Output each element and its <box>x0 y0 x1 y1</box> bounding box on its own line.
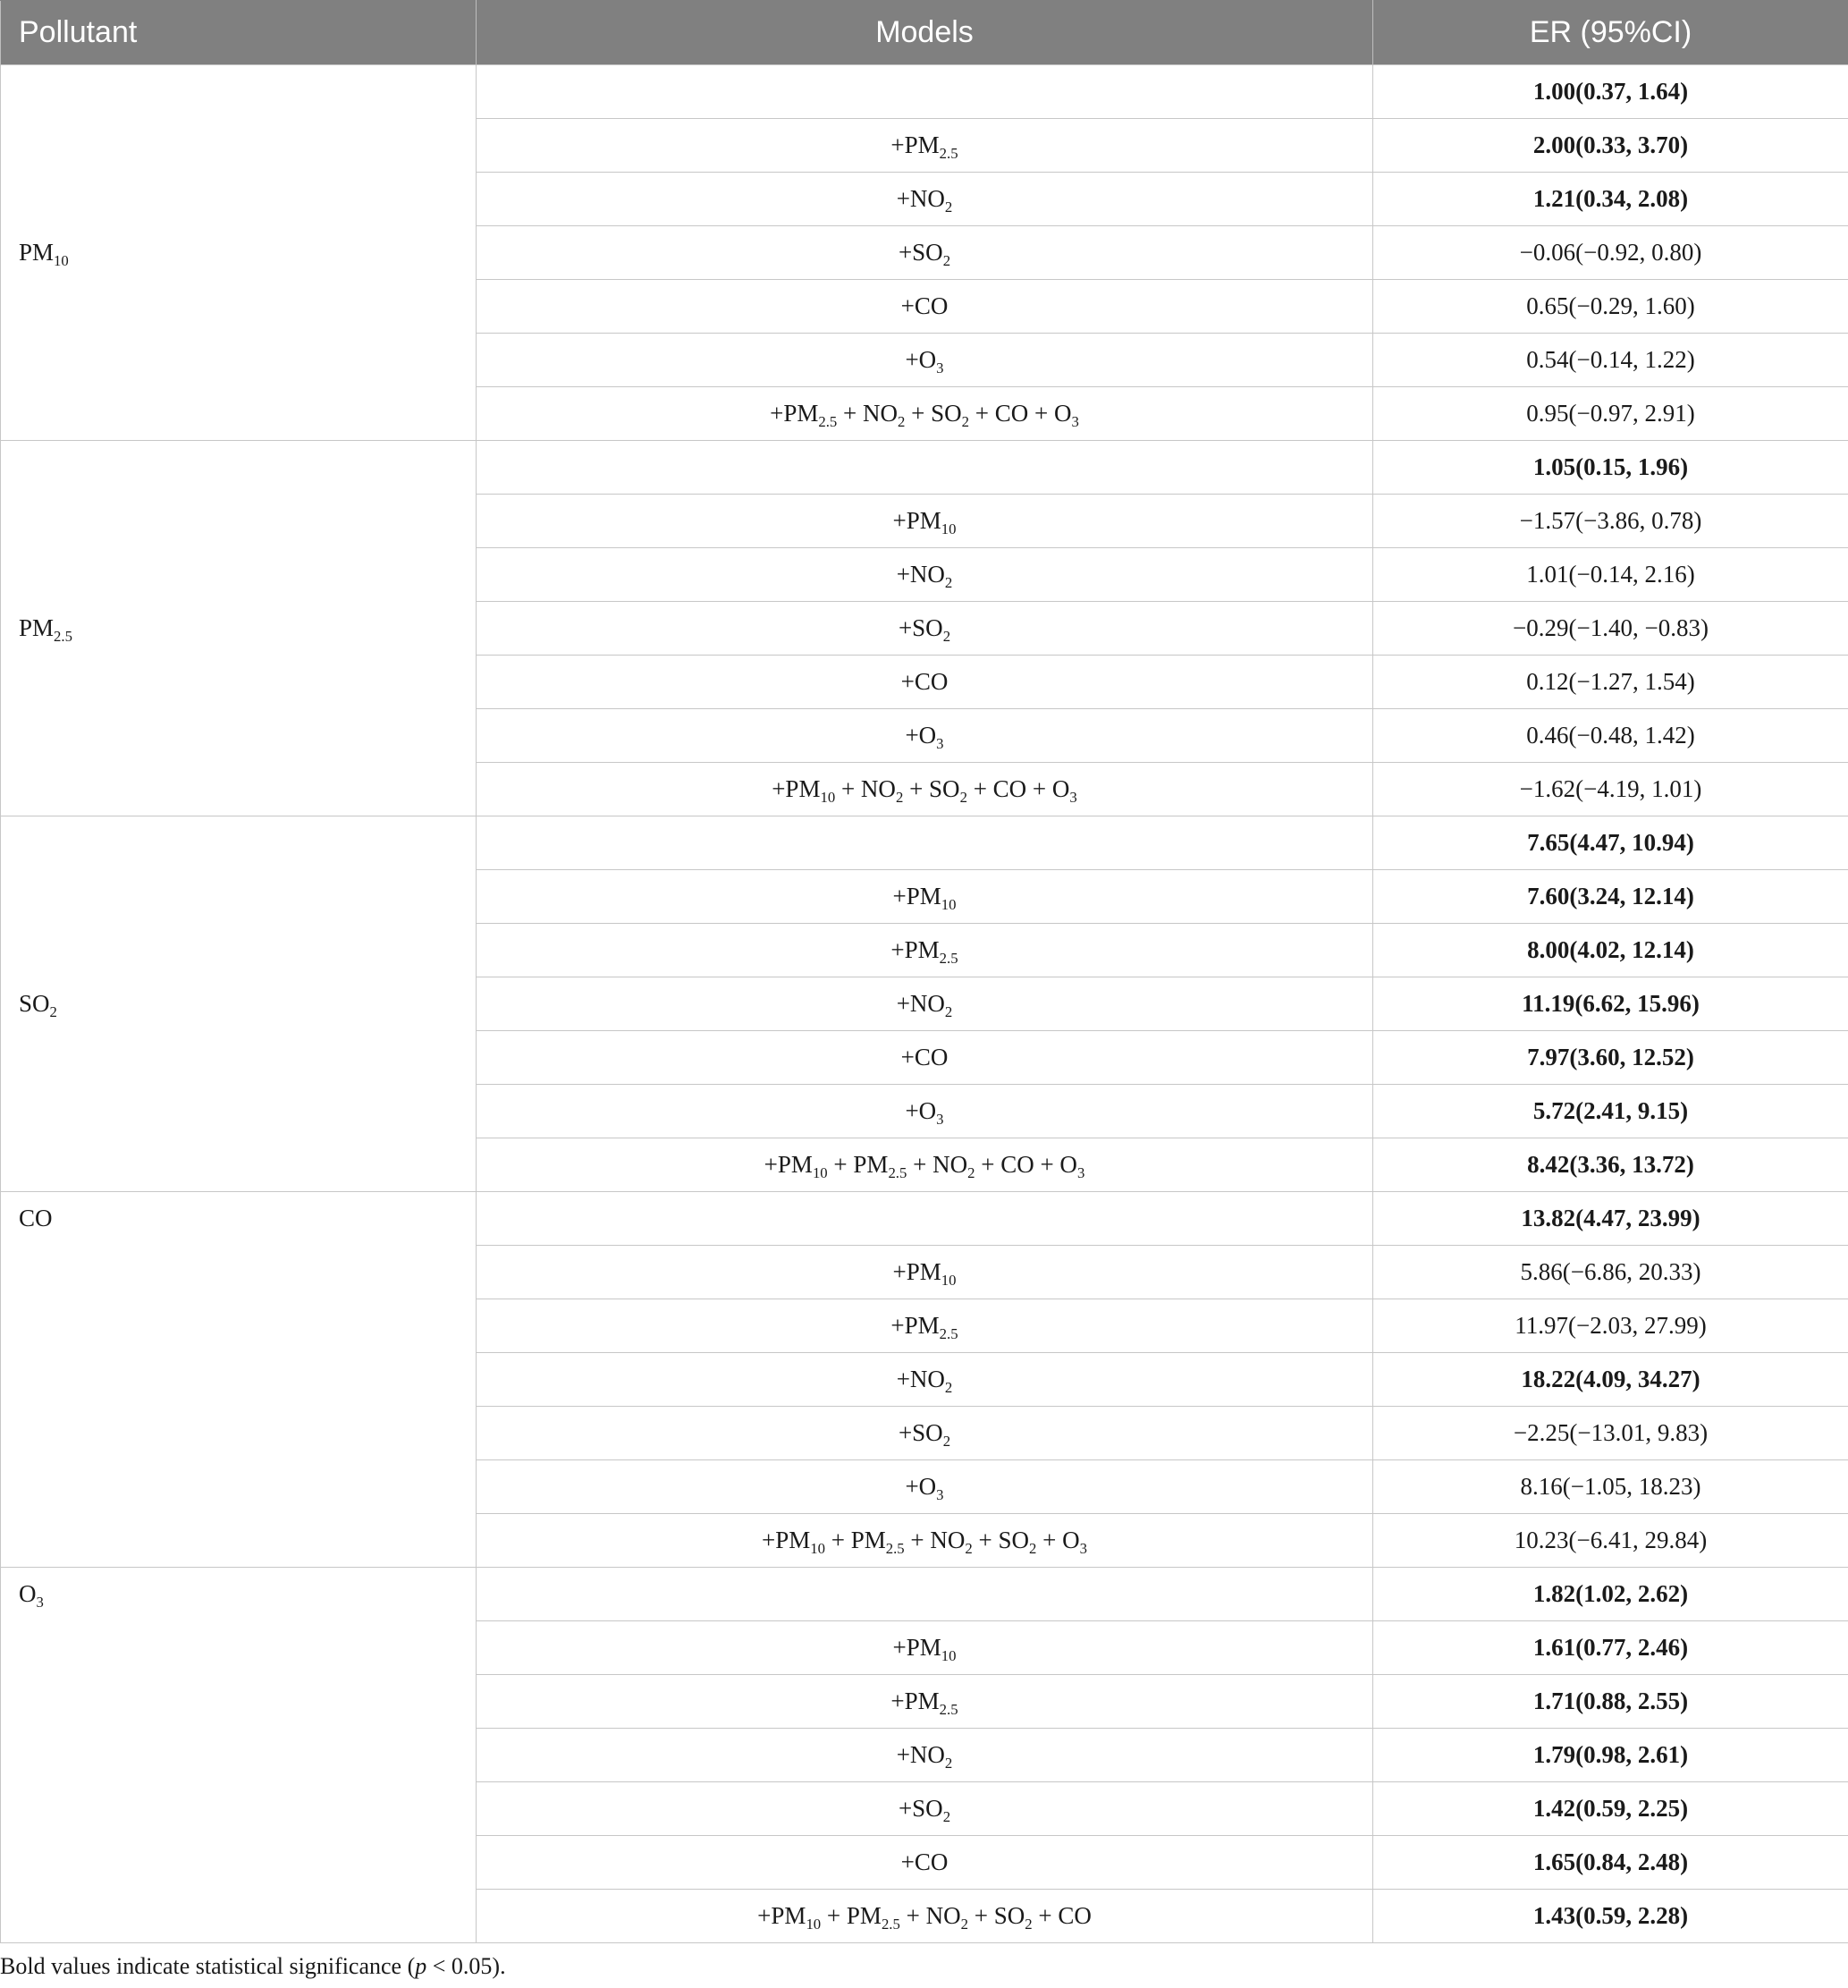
table-row <box>1 1568 1848 1621</box>
model-text: + NO <box>904 1527 966 1553</box>
er-ci-cell: 1.00(0.37, 1.64) <box>1373 65 1848 119</box>
model-cell <box>477 441 1373 495</box>
er-ci-cell: −2.25(−13.01, 9.83) <box>1373 1407 1848 1460</box>
er-ci-cell: −0.29(−1.40, −0.83) <box>1373 602 1848 656</box>
model-text: + SO <box>905 400 962 427</box>
model-subscript: 3 <box>936 1485 944 1503</box>
model-text: +PM <box>764 1151 813 1178</box>
model-text: +PM <box>890 131 940 158</box>
pollutant-cell <box>1 816 477 1192</box>
model-cell <box>477 1085 1373 1138</box>
model-subscript: 2 <box>965 1539 973 1557</box>
er-ci-cell: 1.61(0.77, 2.46) <box>1373 1621 1848 1675</box>
model-cell <box>477 977 1373 1031</box>
model-subscript: 3 <box>936 359 944 376</box>
model-subscript: 2 <box>898 412 906 430</box>
pollutant-cell <box>1 1192 477 1568</box>
model-cell <box>477 1407 1373 1460</box>
model-text: +O <box>905 346 937 373</box>
model-text: + NO <box>907 1151 968 1178</box>
model-text: +CO <box>900 1044 949 1070</box>
model-cell <box>477 1675 1373 1729</box>
er-ci-cell: 7.97(3.60, 12.52) <box>1373 1031 1848 1085</box>
model-cell <box>477 334 1373 387</box>
model-subscript: 2 <box>944 198 953 216</box>
er-ci-cell: 13.82(4.47, 23.99) <box>1373 1192 1848 1246</box>
model-cell <box>477 709 1373 763</box>
model-text: +NO <box>896 1366 945 1392</box>
table-header-row <box>1 1 1848 65</box>
model-text: +SO <box>898 1419 943 1446</box>
model-text: +PM <box>757 1902 806 1929</box>
table-row <box>1 1192 1848 1246</box>
model-text: +PM <box>892 883 941 909</box>
pollutant-cell <box>1 65 477 441</box>
model-text: + CO + O <box>969 400 1072 427</box>
table-footnote <box>0 1953 506 1980</box>
model-cell <box>477 816 1373 870</box>
model-cell <box>477 1031 1373 1085</box>
model-cell <box>477 1460 1373 1514</box>
model-text: +O <box>905 1097 937 1124</box>
er-ci-cell: −1.57(−3.86, 0.78) <box>1373 495 1848 548</box>
model-text: + SO <box>903 775 960 802</box>
er-ci-cell: 0.95(−0.97, 2.91) <box>1373 387 1848 441</box>
pollutant-subscript: 2 <box>49 1002 57 1020</box>
model-text: + PM <box>827 1151 889 1178</box>
er-ci-cell: 0.65(−0.29, 1.60) <box>1373 280 1848 334</box>
model-cell <box>477 119 1373 173</box>
model-cell <box>477 1621 1373 1675</box>
er-ci-cell: 5.86(−6.86, 20.33) <box>1373 1246 1848 1299</box>
model-subscript: 10 <box>941 520 957 537</box>
model-text: + CO <box>1032 1902 1092 1929</box>
model-subscript: 2.5 <box>939 1700 958 1718</box>
model-text: +SO <box>898 614 943 641</box>
model-cell <box>477 1192 1373 1246</box>
pollutant-subscript: 2.5 <box>54 627 72 645</box>
model-subscript: 10 <box>941 1646 957 1664</box>
er-ci-cell: 7.65(4.47, 10.94) <box>1373 816 1848 870</box>
model-subscript: 2 <box>895 788 904 806</box>
er-ci-cell: 2.00(0.33, 3.70) <box>1373 119 1848 173</box>
er-ci-cell: 0.12(−1.27, 1.54) <box>1373 656 1848 709</box>
model-text: +NO <box>896 185 945 212</box>
er-ci-cell: 11.19(6.62, 15.96) <box>1373 977 1848 1031</box>
model-subscript: 2 <box>942 1807 951 1825</box>
model-text: + NO <box>899 1902 961 1929</box>
model-subscript: 2 <box>1025 1915 1033 1933</box>
model-cell <box>477 1246 1373 1299</box>
er-ci-cell: 1.82(1.02, 2.62) <box>1373 1568 1848 1621</box>
model-cell <box>477 226 1373 280</box>
model-subscript: 2.5 <box>881 1915 900 1933</box>
header-er-ci: ER (95%CI) <box>1373 1 1848 65</box>
model-cell <box>477 387 1373 441</box>
er-ci-cell: 1.42(0.59, 2.25) <box>1373 1782 1848 1836</box>
er-ci-cell: 10.23(−6.41, 29.84) <box>1373 1514 1848 1568</box>
pollutant-cell <box>1 1568 477 1943</box>
model-text: +SO <box>898 239 943 266</box>
model-subscript: 2 <box>944 1378 953 1396</box>
footnote-p-italic: p <box>415 1953 427 1979</box>
er-ci-cell: 1.05(0.15, 1.96) <box>1373 441 1848 495</box>
model-subscript: 2 <box>942 627 951 645</box>
model-text: + NO <box>837 400 899 427</box>
model-text: + PM <box>824 1527 886 1553</box>
model-subscript: 2.5 <box>885 1539 905 1557</box>
er-ci-cell: −0.06(−0.92, 0.80) <box>1373 226 1848 280</box>
er-ci-cell: 0.54(−0.14, 1.22) <box>1373 334 1848 387</box>
model-text: +CO <box>900 668 949 695</box>
model-cell <box>477 602 1373 656</box>
model-text: +NO <box>896 990 945 1017</box>
model-text: +PM <box>892 507 941 534</box>
model-text: + O <box>1036 1527 1080 1553</box>
model-cell <box>477 656 1373 709</box>
er-ci-cell: 11.97(−2.03, 27.99) <box>1373 1299 1848 1353</box>
model-subscript: 2 <box>1029 1539 1037 1557</box>
model-subscript: 2 <box>944 573 953 591</box>
table-row <box>1 816 1848 870</box>
model-subscript: 2.5 <box>939 144 958 162</box>
model-subscript: 2 <box>967 1163 975 1181</box>
model-cell <box>477 548 1373 602</box>
er-ci-cell: 8.42(3.36, 13.72) <box>1373 1138 1848 1192</box>
er-ci-cell: 1.65(0.84, 2.48) <box>1373 1836 1848 1890</box>
model-text: +NO <box>896 561 945 588</box>
model-cell <box>477 1836 1373 1890</box>
model-text: +SO <box>898 1795 943 1822</box>
er-ci-cell: 18.22(4.09, 34.27) <box>1373 1353 1848 1407</box>
er-ci-cell: 0.46(−0.48, 1.42) <box>1373 709 1848 763</box>
er-ci-cell: 8.00(4.02, 12.14) <box>1373 924 1848 977</box>
footnote-text-before: Bold values indicate statistical significance ( <box>0 1953 416 1979</box>
model-subscript: 2 <box>959 788 967 806</box>
er-ci-cell: 1.43(0.59, 2.28) <box>1373 1890 1848 1943</box>
er-ci-cell: −1.62(−4.19, 1.01) <box>1373 763 1848 816</box>
model-subscript: 10 <box>820 788 836 806</box>
model-text: +PM <box>772 775 821 802</box>
model-subscript: 10 <box>810 1539 825 1557</box>
model-subscript: 3 <box>936 734 944 752</box>
model-subscript: 3 <box>1076 1163 1085 1181</box>
model-cell <box>477 1729 1373 1782</box>
model-cell <box>477 1890 1373 1943</box>
model-subscript: 2.5 <box>888 1163 907 1181</box>
model-cell <box>477 280 1373 334</box>
model-subscript: 3 <box>1071 412 1079 430</box>
model-subscript: 2 <box>960 1915 968 1933</box>
er-ci-cell: 1.21(0.34, 2.08) <box>1373 173 1848 226</box>
model-cell <box>477 763 1373 816</box>
pollutant-subscript: 3 <box>36 1593 44 1611</box>
er-ci-cell: 8.16(−1.05, 18.23) <box>1373 1460 1848 1514</box>
model-subscript: 2.5 <box>939 1324 958 1342</box>
model-text: + CO + O <box>975 1151 1077 1178</box>
model-text: +CO <box>900 292 949 319</box>
model-text: +NO <box>896 1741 945 1768</box>
er-ci-cell: 1.79(0.98, 2.61) <box>1373 1729 1848 1782</box>
header-models: Models <box>477 1 1373 65</box>
model-subscript: 3 <box>1079 1539 1088 1557</box>
model-subscript: 2.5 <box>818 412 838 430</box>
pollutant-cell <box>1 441 477 816</box>
pollutant-subscript: 10 <box>54 251 69 269</box>
model-subscript: 3 <box>936 1110 944 1128</box>
footnote-text-after: < 0.05). <box>426 1953 506 1979</box>
model-text: +PM <box>890 1312 940 1339</box>
model-subscript: 2 <box>944 1754 953 1772</box>
pollutant-name: O <box>19 1580 37 1607</box>
model-cell <box>477 1514 1373 1568</box>
table-row <box>1 441 1848 495</box>
model-text: + CO + O <box>966 775 1070 802</box>
header-pollutant: Pollutant <box>1 1 477 65</box>
model-cell <box>477 870 1373 924</box>
model-text: +PM <box>892 1634 941 1661</box>
model-text: + PM <box>821 1902 882 1929</box>
model-text: + NO <box>835 775 896 802</box>
model-cell <box>477 1299 1373 1353</box>
model-subscript: 2.5 <box>939 949 958 967</box>
model-subscript: 2 <box>942 251 951 269</box>
pollutant-name: SO <box>19 990 50 1017</box>
model-text: +PM <box>770 400 819 427</box>
table-body <box>1 65 1848 1943</box>
model-subscript: 10 <box>812 1163 828 1181</box>
er-ci-cell: 1.01(−0.14, 2.16) <box>1373 548 1848 602</box>
model-cell <box>477 924 1373 977</box>
model-subscript: 10 <box>941 1271 957 1289</box>
model-subscript: 2 <box>961 412 970 430</box>
pollutant-name: PM <box>19 239 55 266</box>
model-cell <box>477 65 1373 119</box>
model-subscript: 2 <box>944 1002 953 1020</box>
pollutant-name: CO <box>19 1205 53 1231</box>
model-text: +O <box>905 722 937 749</box>
model-text: +O <box>905 1473 937 1500</box>
model-text: +PM <box>890 936 940 963</box>
er-ci-cell: 1.71(0.88, 2.55) <box>1373 1675 1848 1729</box>
model-cell <box>477 173 1373 226</box>
model-subscript: 10 <box>806 1915 822 1933</box>
model-text: +PM <box>890 1688 940 1714</box>
pollutant-name: PM <box>19 614 55 641</box>
model-text: + SO <box>972 1527 1030 1553</box>
model-subscript: 3 <box>1069 788 1077 806</box>
model-cell <box>477 1138 1373 1192</box>
model-text: +PM <box>892 1258 941 1285</box>
er-ci-cell: 7.60(3.24, 12.14) <box>1373 870 1848 924</box>
model-cell <box>477 1568 1373 1621</box>
model-cell <box>477 495 1373 548</box>
model-text: +PM <box>761 1527 811 1553</box>
model-text: + SO <box>967 1902 1025 1929</box>
model-text: +CO <box>900 1848 949 1875</box>
er-ci-cell: 5.72(2.41, 9.15) <box>1373 1085 1848 1138</box>
model-cell <box>477 1782 1373 1836</box>
model-cell <box>477 1353 1373 1407</box>
table-row <box>1 65 1848 119</box>
model-subscript: 10 <box>941 895 957 913</box>
model-subscript: 2 <box>942 1432 951 1450</box>
